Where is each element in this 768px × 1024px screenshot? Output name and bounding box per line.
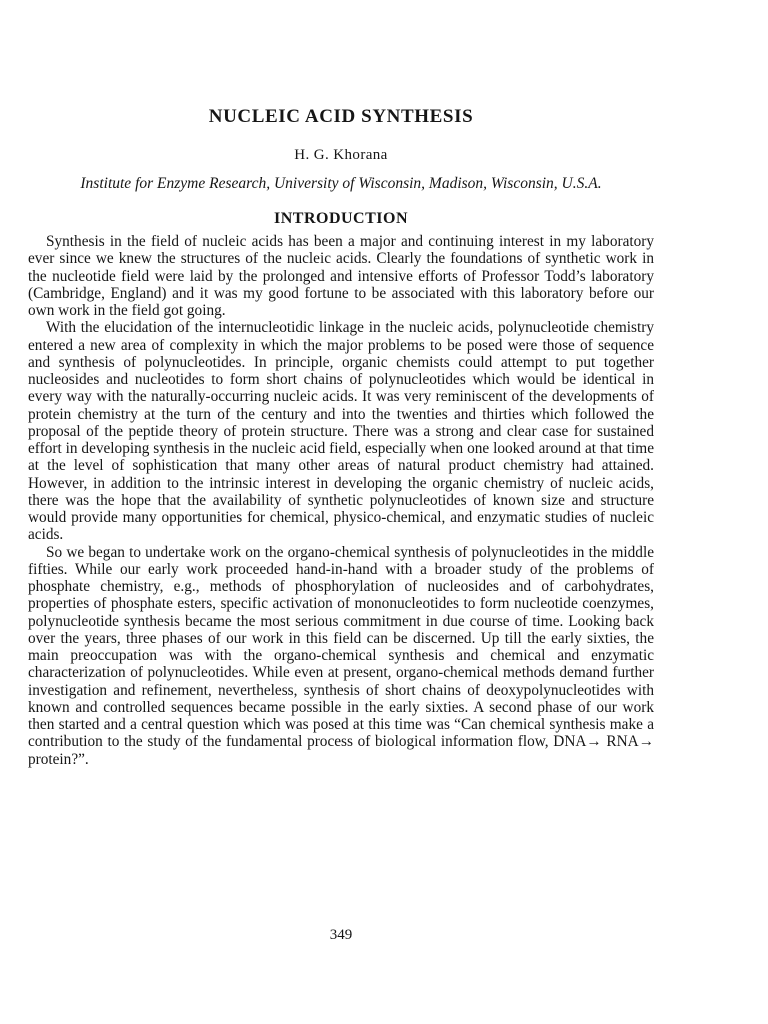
paragraph-1: Synthesis in the field of nucleic acids has been a major and continuing interest in my laboratory ever since we knew the structures of the nucleic acids. Clearly the foundations of synthetic work in the nucleotide field were laid by the prolonged and intensive efforts of Professor Todd’s laboratory (Cambridge, England) and it was my good fortune to be associated with this laboratory before our own work in the field got going. (28, 233, 654, 319)
author-affiliation: Institute for Enzyme Research, University of Wisconsin, Madison, Wisconsin, U.S.A. (80, 175, 602, 192)
section-heading-introduction: INTRODUCTION (273, 210, 408, 227)
document-page (28, 0, 654, 1024)
page-number: 349 (329, 927, 353, 943)
paragraph-2: With the elucidation of the internucleotidic linkage in the nucleic acids, polynucleotide chemistry entered a new area of complexity in which the major problems to be posed were those of sequence and synthesis of polynucleotides. In principle, organic chemists could attempt to put together nucleosides and nucleotides to form short chains of polynucleotides which would be identical in every way with the naturally-occurring nucleic acids. It was very reminiscent of the developments of protein chemistry at the turn of the century and into the twenties and thirties which followed the proposal of the peptide theory of protein structure. There was a strong and clear case for sustained effort in developing synthesis in the nucleic acid field, especially when one looked around at that time at the level of sophistication that many other areas of natural product chemistry had attained. However, in addition to the intrinsic interest in developing the organic chemistry of nucleic acids, there was the hope that the availability of synthetic polynucleotides of known size and structure would provide many opportunities for chemical, physico-chemical, and enzymatic studies of nucleic acids. (28, 319, 654, 544)
article-title: NUCLEIC ACID SYNTHESIS (208, 106, 474, 127)
author-name: H. G. Khorana (294, 147, 388, 163)
paragraph-3: So we began to undertake work on the organo-chemical synthesis of polynucleotides in the middle fifties. While our early work proceeded hand-in-hand with a broader study of the problems of phosphate chemistry, e.g., methods of phosphorylation of nucleosides and of carbohydrates, properties of phosphate esters, specific activation of mononucleotides to form nucleotide coenzymes, polynucleotide synthesis became the most serious commitment in due course of time. Looking back over the years, three phases of our work in this field can be discerned. Up till the early sixties, the main preoccupation was with the organo-chemical synthesis and chemical and enzymatic characterization of polynucleotides. While even at present, organo-chemical methods demand further investigation and refinement, nevertheless, synthesis of short chains of deoxypolynucleotides with known and controlled sequences became possible in the early sixties. A second phase of our work then started and a central question which was posed at this time was “Can chemical synthesis make a contribution to the study of the fundamental process of biological information flow, DNA→ RNA→ protein?”. (28, 543, 654, 768)
body-text (28, 233, 654, 768)
